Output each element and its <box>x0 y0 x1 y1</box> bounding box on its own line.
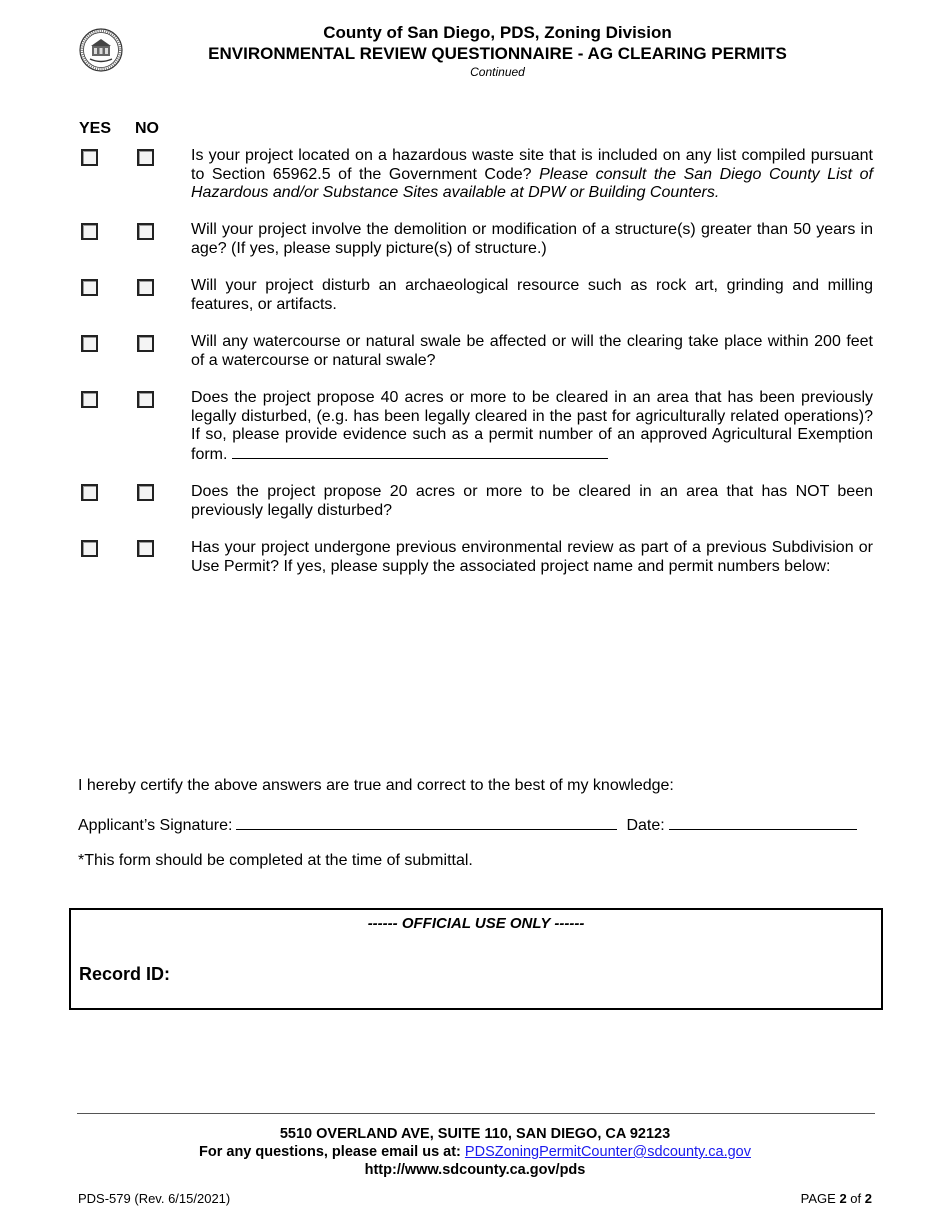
question-2: Will your project involve the demolition or modification of a structure(s) greater than 50 years in age? (If yes, please supply picture(s) of structure.) <box>191 221 873 257</box>
q4-yes-checkbox[interactable] <box>81 335 98 352</box>
question-5-text: Does the project propose 40 acres or more to be cleared in an area that has been previously legally disturbed, (e.g. has been legally cleared in the past for agriculturally related operations)? If so, please provide evidence such as a permit number of an approved Agricultural Exemption form. <box>191 389 873 463</box>
q7-no-checkbox[interactable] <box>137 540 154 557</box>
footer-address: 5510 OVERLAND AVE, SUITE 110, SAN DIEGO, CA 92123 <box>279 1126 671 1142</box>
q6-no-checkbox[interactable] <box>137 484 154 501</box>
website-link[interactable]: http://www.sdcounty.ca.gov/pds <box>364 1162 586 1178</box>
q1-yes-checkbox[interactable] <box>81 149 98 166</box>
question-1-text: Is your project located on a hazardous waste site that is included on any list compiled pursuant to Section 65962.5 of the Government Code? <box>191 147 873 183</box>
email-link[interactable]: PDSZoningPermitCounter@sdcounty.ca.gov <box>464 1144 751 1160</box>
footer-contact <box>0 1144 950 1160</box>
question-6: Does the project propose 20 acres or more to be cleared in an area that has NOT been previously legally disturbed? <box>191 483 873 519</box>
signature-row <box>78 815 874 835</box>
q5-no-checkbox[interactable] <box>137 391 154 408</box>
q7-yes-checkbox[interactable] <box>81 540 98 557</box>
header-county: County of San Diego, PDS, Zoning Division <box>323 23 672 42</box>
continued-label: Continued <box>470 65 525 79</box>
q1-no-checkbox[interactable] <box>137 149 154 166</box>
page-total: 2 <box>864 1191 872 1206</box>
question-1-note: Please consult the San Diego County List of Hazardous and/or Substance Sites available at DPW or Building Counters. <box>191 165 873 201</box>
page-current: 2 <box>839 1191 847 1206</box>
official-use-box <box>69 908 883 1010</box>
signature-label: Applicant’s Signature: <box>78 817 233 834</box>
footer-divider <box>77 1113 875 1114</box>
question-3: Will your project disturb an archaeological resource such as rock art, grinding and milling features, or artifacts. <box>191 277 873 313</box>
yes-column-header: YES <box>79 120 112 137</box>
submittal-note: *This form should be completed at the time of submittal. <box>78 852 473 869</box>
certification-statement: I hereby certify the above answers are true and correct to the best of my knowledge: <box>78 777 674 794</box>
q3-no-checkbox[interactable] <box>137 279 154 296</box>
date-label: Date: <box>626 817 665 834</box>
question-7: Has your project undergone previous environmental review as part of a previous Subdivision or Use Permit? If yes, please supply the associated project name and permit numbers below: <box>191 539 873 575</box>
page-word: PAGE <box>800 1191 836 1206</box>
q6-yes-checkbox[interactable] <box>81 484 98 501</box>
q3-yes-checkbox[interactable] <box>81 279 98 296</box>
question-5 <box>191 389 873 464</box>
page-number <box>801 1191 872 1206</box>
exemption-evidence-field[interactable] <box>232 445 608 459</box>
q2-yes-checkbox[interactable] <box>81 223 98 240</box>
q5-yes-checkbox[interactable] <box>81 391 98 408</box>
official-use-heading: ------ OFFICIAL USE ONLY ------ <box>367 915 585 932</box>
form-title: ENVIRONMENTAL REVIEW QUESTIONNAIRE - AG CLEARING PERMITS <box>208 44 787 63</box>
signature-field[interactable] <box>236 815 617 830</box>
q2-no-checkbox[interactable] <box>137 223 154 240</box>
question-4: Will any watercourse or natural swale be affected or will the clearing take place within 200 feet of a watercourse or natural swale? <box>191 333 873 369</box>
question-1 <box>191 147 873 203</box>
page-of: of <box>850 1191 862 1206</box>
record-id-label: Record ID: <box>79 964 171 984</box>
q4-no-checkbox[interactable] <box>137 335 154 352</box>
no-column-header: NO <box>135 120 159 137</box>
contact-prefix: For any questions, please email us at: <box>199 1144 461 1160</box>
form-id: PDS-579 (Rev. 6/15/2021) <box>78 1191 231 1206</box>
date-field[interactable] <box>669 815 857 830</box>
